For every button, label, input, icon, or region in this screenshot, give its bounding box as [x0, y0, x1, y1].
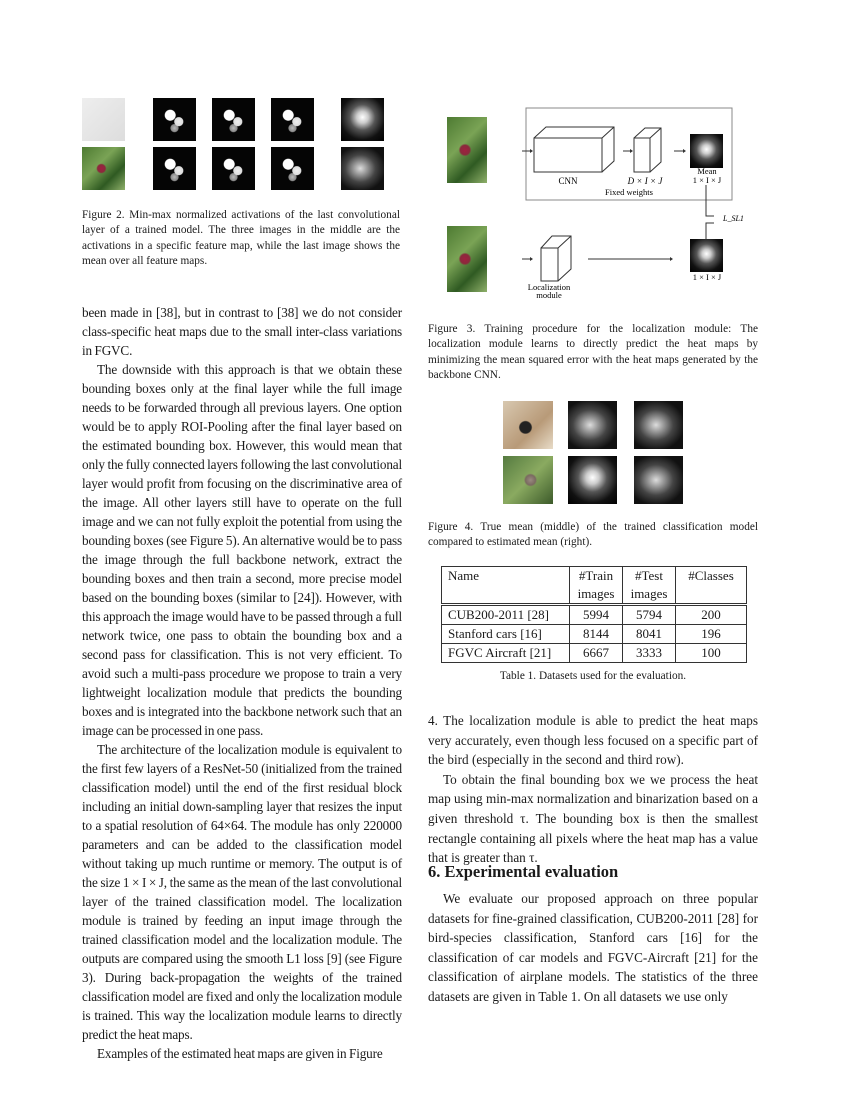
training-diagram	[430, 100, 770, 310]
figure-4-caption: Figure 4. True mean (middle) of the trained classification model compared to estimated mean (right).	[428, 521, 758, 549]
cell: 8144	[570, 625, 623, 644]
paragraph: We evaluate our proposed approach on three popular datasets for fine-grained classification, CUB200-2011 [28] for bird-species classification, Stanford cars [16] for the classification of car models and FGVC-Aircraft [21] for the classification of airplane models. The statistics of the three datasets are given in Table 1. On all datasets we use only	[428, 891, 758, 1004]
true-mean-heatmap	[568, 456, 617, 504]
bird-image	[503, 401, 553, 449]
activation-map	[212, 98, 255, 141]
header-cell: Name	[442, 567, 570, 605]
paragraph: To obtain the final bounding box we we process the heat map using min-max normalization and binarization based on a given threshold τ. The bounding box is then the smallest rectangle containing all pixels where the heat map has a value that is greater than τ.	[428, 771, 758, 866]
cell: CUB200-2011 [28]	[442, 605, 570, 625]
feature-block	[634, 128, 661, 172]
cnn-label: CNN	[558, 176, 578, 186]
estimated-mean-heatmap	[634, 456, 683, 504]
pred-dims-label: 1 × I × J	[692, 272, 722, 282]
header-cell: #Classes	[676, 567, 747, 605]
figure-3-caption: Figure 3. Training procedure for the localization module: The localization module learns to directly predict the heat maps by minimizing the mean squared error with the heat maps generated by the backbone CNN.	[428, 323, 758, 382]
mean-activation-map	[341, 147, 384, 190]
activation-map	[271, 147, 314, 190]
table-1-caption: Table 1. Datasets used for the evaluation.	[499, 670, 687, 682]
header-cell: #Train images	[570, 567, 623, 605]
cnn-block	[534, 127, 614, 172]
table-row	[442, 644, 747, 663]
paragraph: 4. The localization module is able to predict the heat maps very accurately, even though less focused on a specific part of the bird (especially in the second and third row).	[428, 713, 758, 768]
activation-map	[153, 98, 196, 141]
figure-2-caption: Figure 2. Min-max normalized activations of the last convolutional layer of a trained model. The three images in the middle are the activations in a specific feature map, while the last image shows the mean over all feature maps.	[82, 209, 400, 268]
table-row	[442, 605, 747, 625]
cell: Stanford cars [16]	[442, 625, 570, 644]
paragraph: The downside with this approach is that we obtain these bounding boxes only at the final layer while the full image needs to be forwarded through all previous layers. One option would be to apply ROI-Pooling after the final layer based on the estimated bounding box. However, this would mean that only the fully connected layers following the last convolutional layer would profit from focusing on the discriminative area of the image. All other layers still have to operate on the full image and we can not fully exploit the potential from using the bounding boxes (see Figure 5). An alternative would be to pass the image through the full backbone network, extract the bounding boxes and then train a second, more precise model based on the bounding boxes (similar to [24]). However, with this approach the image would have to be passed through a full network twice, one pass to obtain the bounding box and a second pass for classification. This is not very efficient. To avoid such a multi-pass procedure we propose to train a very lightweight localization module that predicts the bounding boxes and is integrated into the backbone network such that an image can be processed in one pass.	[82, 362, 402, 738]
cell: 3333	[623, 644, 676, 663]
mean-dims-label: 1 × I × J	[692, 175, 722, 185]
cell: 8041	[623, 625, 676, 644]
table-row	[442, 625, 747, 644]
localization-module-block	[541, 236, 571, 281]
right-column-text	[428, 711, 758, 868]
true-mean-heatmap	[568, 401, 617, 449]
fixed-weights-label: Fixed weights	[605, 187, 653, 197]
loss-label: L_SL1	[723, 214, 744, 223]
header-cell: #Test images	[623, 567, 676, 605]
paragraph: been made in [38], but in contrast to [38] we do not consider class-specific heat maps due to the small inter-class variations in FGVC.	[82, 305, 402, 358]
mean-label: Mean	[697, 166, 717, 176]
estimated-mean-heatmap	[634, 401, 683, 449]
paragraph: Examples of the estimated heat maps are given in Figure	[97, 1046, 383, 1061]
cell: FGVC Aircraft [21]	[442, 644, 570, 663]
cell: 200	[676, 605, 747, 625]
cell: 5994	[570, 605, 623, 625]
cell: 5794	[623, 605, 676, 625]
table-header-row	[442, 567, 747, 605]
cell: 100	[676, 644, 747, 663]
cell: 196	[676, 625, 747, 644]
activation-map	[271, 98, 314, 141]
localization-label: Localization	[527, 282, 571, 292]
mean-activation-map	[341, 98, 384, 141]
bird-image	[82, 98, 125, 141]
datasets-table	[441, 566, 747, 663]
paragraph: The architecture of the localization module is equivalent to the first few layers of a ResNet-50 (initialized from the trained classification model) until the end of the first residual block including an initial down-sampling layer that resizes the input to a spatial resolution of 64×64. The module has only 220000 parameters and can be added to the classification model without taking up much runtime or memory. The output is of the size 1 × I × J, the same as the mean of the last convolutional layer of the trained classification model. The localization module is trained by feeding an input image through the trained classification model and the localization module. The outputs are compared using the smooth L1 loss [9] (see Figure 3). During back-propagation the weights of the trained classification model are fixed and only the localization module is trained. This way the localization module learns to directly predict the heat maps.	[82, 742, 402, 1042]
cell: 6667	[570, 644, 623, 663]
bird-image	[503, 456, 553, 504]
left-column-text	[82, 303, 402, 1063]
bird-image	[82, 147, 125, 190]
activation-map	[212, 147, 255, 190]
module-label: module	[536, 290, 562, 300]
section-heading: 6. Experimental evaluation	[428, 862, 619, 881]
section-text	[428, 889, 758, 1007]
feature-dims-label: D × I × J	[627, 176, 663, 186]
activation-map	[153, 147, 196, 190]
